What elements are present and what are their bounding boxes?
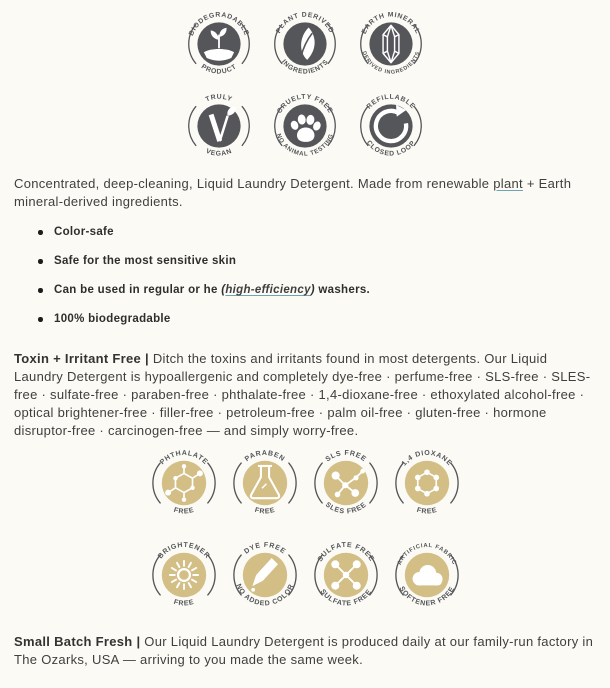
intro-paragraph [14, 175, 596, 210]
hand-sprout-icon [183, 8, 255, 80]
svg-text:DYE FREE: DYE FREE [242, 541, 287, 556]
svg-text:INGREDIENTS: INGREDIENTS [279, 58, 331, 76]
svg-text:DERIVED INGREDIENTS: DERIVED INGREDIENTS [360, 50, 422, 76]
badge-phthalate-free [147, 446, 221, 520]
svg-text:FREE: FREE [415, 506, 438, 516]
svg-text:CLOSED LOOP: CLOSED LOOP [364, 139, 418, 158]
small-batch-body: Our Liquid Laundry Detergent is produced daily at our family-run factory in The Ozarks, USA — arriving to you made the same week. [14, 634, 594, 667]
molecule-hex-icon [147, 446, 221, 520]
svg-text:FREE: FREE [253, 506, 276, 516]
svg-text:SLES FREE: SLES FREE [323, 501, 368, 516]
toxin-free-lead: Toxin + Irritant Free | [14, 351, 149, 366]
svg-text:NO ANIMAL TESTING: NO ANIMAL TESTING [274, 132, 336, 158]
badge-sls-free-sles-free [309, 446, 383, 520]
molecule-branch-icon [309, 446, 383, 520]
svg-text:EARTH MINERAL: EARTH MINERAL [360, 11, 422, 36]
list-item: Can be used in regular or he (high-efficiency) washers. [38, 282, 596, 298]
badge-refillable-closed-loop [355, 90, 427, 162]
leaf-icon [269, 8, 341, 80]
intro-text-before: Concentrated, deep-cleaning, Liquid Laundry Detergent. Made from renewable [14, 176, 494, 191]
list-item: Safe for the most sensitive skin [38, 253, 596, 269]
svg-text:VEGAN: VEGAN [204, 147, 234, 158]
plant-link[interactable]: plant [493, 176, 523, 191]
badge-brightener-free [147, 538, 221, 612]
badge-paraben-free [228, 446, 302, 520]
paintbrush-icon [228, 538, 302, 612]
certification-badges-section [179, 0, 431, 162]
vegan-v-icon [183, 90, 255, 162]
svg-text:REFILLABLE: REFILLABLE [365, 93, 417, 111]
list-item: 100% biodegradable [38, 311, 596, 327]
free-from-badges-section [142, 446, 468, 612]
svg-text:FREE: FREE [172, 598, 195, 608]
list-item: Color-safe [38, 224, 596, 240]
badge-artificial-fabric-softener-free [390, 538, 464, 612]
small-batch-lead: Small Batch Fresh | [14, 634, 141, 649]
features-list [14, 224, 596, 327]
svg-text:BIODEGRADABLE: BIODEGRADABLE [188, 11, 250, 37]
svg-text:CRUELTY FREE: CRUELTY FREE [276, 93, 334, 115]
svg-text:FREE: FREE [172, 506, 195, 516]
toxin-free-paragraph [14, 350, 596, 440]
toxin-free-body: Ditch the toxins and irritants found in most detergents. Our Liquid Laundry Detergent is hypoallergenic and completely dye-free · perfume-free · SLS-free · SLES-free · sulfate-free · paraben-free · phthalate-free · 1,4-dioxane-free · ethoxylated alcohol-free · optical brightener-free · filler-free · petroleum-free · palm oil-free · gluten-free · hormone disruptor-free · carcinogen-free — and simply worry-free. [14, 351, 591, 438]
badge-cruelty-free-no-animal-testing [269, 90, 341, 162]
badge-earth-mineral-derived-ingredients [355, 8, 427, 80]
svg-text:TRULY: TRULY [204, 93, 234, 104]
svg-text:SULFATE FREE: SULFATE FREE [318, 588, 373, 608]
badge-biodegradable-product [183, 8, 255, 80]
badge-sulfate-free-sulfate-free [309, 538, 383, 612]
badge-dye-free-no-added-color [228, 538, 302, 612]
svg-text:SLS FREE: SLS FREE [324, 449, 367, 464]
description-content [0, 175, 610, 440]
paw-icon [269, 90, 341, 162]
svg-text:PARABEN: PARABEN [243, 449, 286, 464]
sun-icon [147, 538, 221, 612]
intro-text-after: + Earth mineral-derived ingredients. [14, 176, 572, 209]
badge-truly-vegan [183, 90, 255, 162]
svg-text:BRIGHTENER: BRIGHTENER [156, 541, 211, 561]
badge-plant-derived-ingredients [269, 8, 341, 80]
svg-text:ARTIFICIAL FABRIC: ARTIFICIAL FABRIC [396, 542, 457, 567]
flask-icon [228, 446, 302, 520]
refill-loop-icon [355, 90, 427, 162]
crystal-icon [355, 8, 427, 80]
svg-text:PHTHALATE: PHTHALATE [158, 449, 209, 467]
high-efficiency-link[interactable]: high-efficiency [225, 284, 311, 296]
footer-content [0, 633, 610, 668]
svg-text:NO ADDED COLOR: NO ADDED COLOR [233, 583, 296, 608]
svg-text:SOFTENER FREE: SOFTENER FREE [397, 585, 456, 608]
molecule-x-icon [309, 538, 383, 612]
molecule-ring-icon [390, 446, 464, 520]
svg-text:SULFATE FREE: SULFATE FREE [316, 541, 375, 564]
svg-text:1,4 DIOXANE: 1,4 DIOXANE [400, 449, 453, 468]
svg-text:PRODUCT: PRODUCT [199, 63, 239, 76]
badge-1-4-dioxane-free [390, 446, 464, 520]
small-batch-paragraph [14, 633, 596, 668]
svg-text:PLANT DERIVED: PLANT DERIVED [275, 11, 335, 35]
cloud-icon [390, 538, 464, 612]
